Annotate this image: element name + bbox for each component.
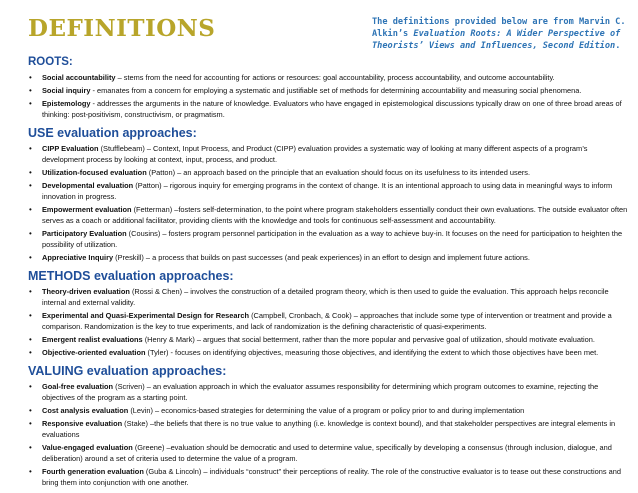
definition-item [28,286,630,308]
section-title-roots: ROOTS: [28,56,73,68]
section-roots [28,55,630,120]
source-line-1: The definitions provided below are from Marvin C. [372,17,626,27]
definition-text: (Stake) –the beliefs that there is no true value to anything (i.e. knowledge is context bound), and that stakeholder perspectives are integral elements in evaluations [42,418,616,439]
source-line-3 [372,40,634,52]
definition-text: (Henry & Mark) – argues that social betterment, rather than the more popular and pervasive goal of utilization, should motivate evaluation. [142,335,595,344]
definition-term: Social inquiry [42,85,91,95]
definition-term: Responsive evaluation [42,418,123,428]
definition-term: Appreciative Inquiry [42,252,114,262]
use-list [28,143,630,263]
source-line-2 [372,28,634,40]
section-title-methods: METHODS evaluation approaches: [28,269,234,283]
source-line-2-prefix: Alkin’s [372,29,414,39]
definition-item [28,180,630,202]
definition-text: (Stufflebeam) – Context, Input Process, and Product (CIPP) evaluation provides a systematic way of looking at many different aspects of a program’s development process by looking at context, input, process, and product. [42,144,588,165]
definition-item [28,405,630,416]
section-use [28,125,630,263]
page-title: DEFINITIONS [28,15,216,42]
definition-text: (Preskill) – a process that builds on past successes (and peak experiences) in an effort to design and implement future actions. [113,252,530,262]
definition-term: CIPP Evaluation [42,144,99,153]
definition-item [28,381,630,403]
section-methods [28,268,630,358]
definition-text: - emanates from a concern for employing a systematic and justifiable set of methods for determining accountability and measuring social phenomena. [90,85,582,95]
section-title-use: USE evaluation approaches: [28,126,197,140]
definition-item [28,252,630,263]
definition-term: Emergent realist evaluations [42,335,143,344]
definition-text: - addresses the arguments in the nature of knowledge. Evaluators who have engaged in epistemological discussions typically draw on one of three broad areas of thinking: post-positivism, constructivism, or pragmatism. [42,98,622,119]
definition-item [28,72,630,83]
source-book-title-part-1: Evaluation Roots: A Wider Perspective of [413,29,621,39]
definition-text: (Greene) –evaluation should be democratic and used to determine value, specifically by developing a consensus (through inclusion, dialogue, and deliberation) around a set of criteria used to determine the value of a program. [42,442,612,463]
definition-text: (Levin) – economics-based strategies for determining the value of a program or policy prior to and during implementation [128,406,525,415]
definition-term: Developmental evaluation [42,180,134,190]
definition-text: (Tyler) - focuses on identifying objectives, measuring those objectives, and identifying the extent to which those objectives have been met. [145,347,599,357]
source-note [372,16,634,52]
definition-item [28,85,630,96]
definition-item [28,143,630,165]
definition-text: (Rossi & Chen) – involves the construction of a detailed program theory, which is then used to guide the evaluation. This approach helps reconcile internal and external validity. [42,287,609,308]
section-valuing [28,363,630,488]
definition-text: (Fetterman) –fosters self-determination, to the point where program stakeholders essentially conduct their own evaluations. The outside evaluator often serves as a coach or additional facilitator, providing clients with the knowledge and tools for continuous self-assessment and accountability. [42,204,628,225]
definition-term: Empowerment evaluation [42,204,132,214]
definition-item [28,442,630,464]
source-line-3-suffix: . [615,41,621,51]
definitions-content [28,55,630,490]
valuing-list [28,381,630,488]
roots-list [28,72,630,120]
definition-term: Value-engaged evaluation [42,442,133,452]
definition-item [28,228,630,250]
definition-text: (Cousins) – fosters program personnel participation in the evaluation as a way to achieve buy-in. It focuses on the need for participation to heighten the possibility of utilization. [42,228,623,249]
definition-text: (Scriven) – an evaluation approach in which the evaluator assumes responsibility for determining which program outcomes to examine, rejecting the objectives of the program as a starting point. [42,382,599,403]
definition-text: (Campbell, Cronbach, & Cook) – approaches that include some type of intervention or treatment and provide a comparison. Randomization is the key to true experiments, and lack of randomization is the defining characteristic of quasi-experiments. [42,311,612,332]
definition-term: Experimental and Quasi-Experimental Design for Research [42,311,250,320]
definition-term: Objective-oriented evaluation [42,347,146,357]
definition-text: (Guba & Lincoln) – individuals “construct” their perceptions of reality. The role of the constructive evaluator is to tease out these constructions and bring them into conjunction with one another. [42,466,621,487]
definition-term: Social accountability [42,73,116,82]
definition-text: (Patton) – rigorous inquiry for emerging programs in the context of change. It is an intentional approach to using data in meaningful ways to inform innovation in progress. [42,180,613,201]
definition-term: Theory-driven evaluation [42,287,130,296]
definition-text: (Patton) – an approach based on the principle that an evaluation should focus on its usefulness to its intended users. [146,168,531,177]
source-book-title-part-2: Theorists’ Views and Influences, Second Edition [372,41,616,51]
methods-list [28,286,630,358]
definition-item [28,466,630,488]
definition-term: Epistemology [42,98,91,108]
definition-item [28,334,630,345]
definition-item [28,167,630,178]
definition-item [28,310,630,332]
definition-item [28,347,630,358]
definition-term: Fourth generation evaluation [42,466,144,476]
definition-item [28,98,630,120]
section-title-valuing: VALUING evaluation approaches: [28,364,227,378]
definition-term: Goal-free evaluation [42,382,114,391]
definition-item [28,418,630,440]
definition-term: Utilization-focused evaluation [42,168,147,177]
definition-term: Participatory Evaluation [42,228,127,238]
definition-term: Cost analysis evaluation [42,406,129,415]
definition-item [28,204,630,226]
definition-text: – stems from the need for accounting for actions or resources: goal accountability, process accountability, and outcome accountability. [115,73,555,82]
